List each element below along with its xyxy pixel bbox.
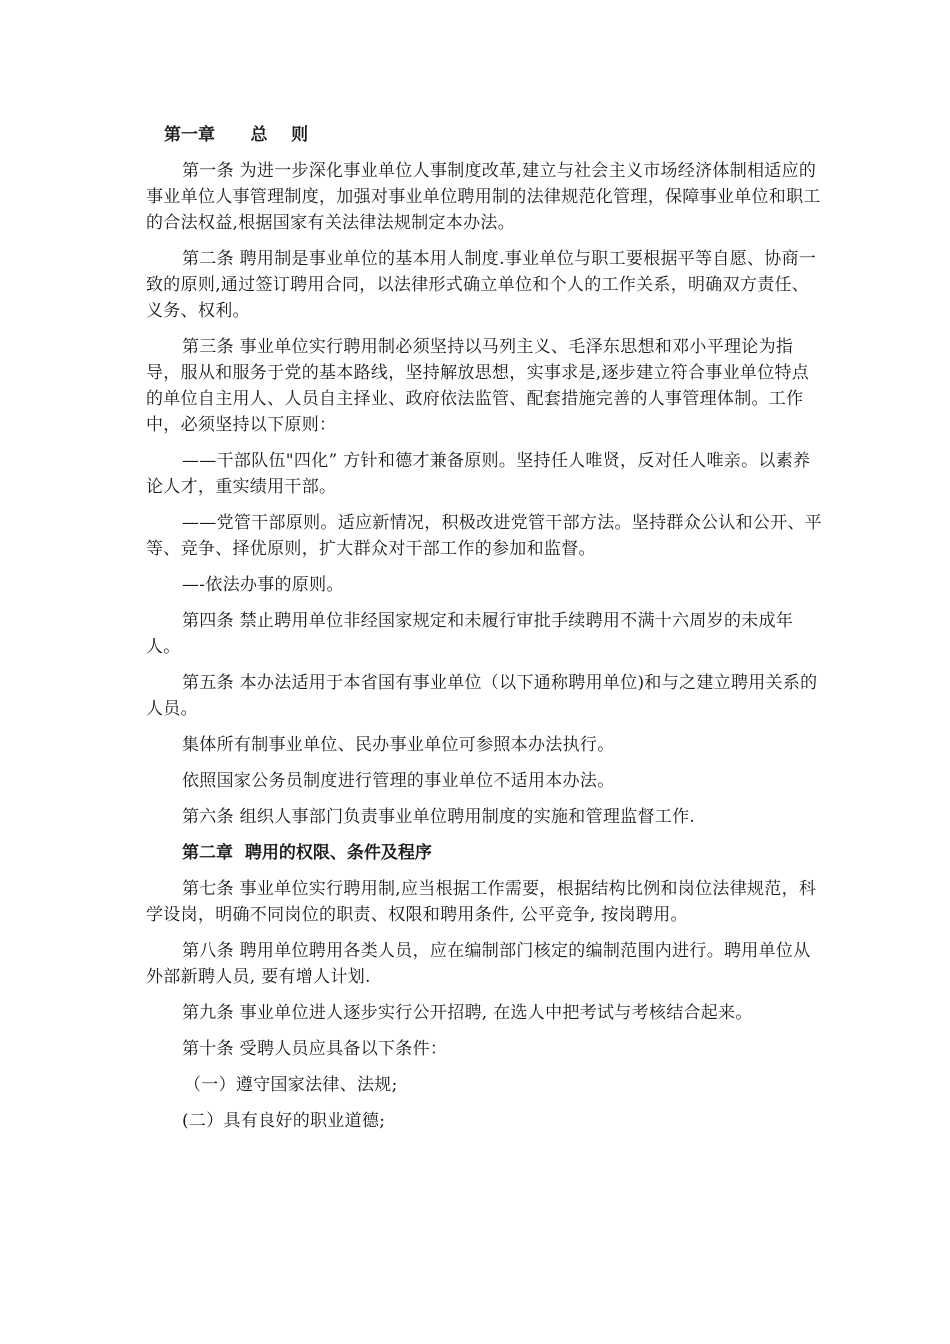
condition-1: （一）遵守国家法律、法规; <box>184 1075 398 1095</box>
article-5-collective: 集体所有制事业单位、民办事业单位可参照本办法执行。 <box>182 735 615 755</box>
document-body <box>146 122 826 1144</box>
article-3: 第三条 事业单位实行聘用制必须坚持以马列主义、毛泽东思想和邓小平理论为指导，服从和服务于党的基本路线，坚持解放思想，实事求是,逐步建立符合事业单位特点的单位自主用人、人员自主择业、政府依法监管、配套措施完善的人事管理体制。工作中，必须坚持以下原则： <box>146 337 810 435</box>
article-5-civil-servant: 依照国家公务员制度进行管理的事业单位不适用本办法。 <box>182 771 615 791</box>
article-6: 第六条 组织人事部门负责事业单位聘用制度的实施和管理监督工作. <box>182 807 696 827</box>
chapter-2-heading: 第二章 聘用的权限、条件及程序 <box>182 843 432 863</box>
article-5: 第五条 本办法适用于本省国有事业单位（以下通称聘用单位)和与之建立聘用关系的人员。 <box>146 673 818 719</box>
article-4: 第四条 禁止聘用单位非经国家规定和未履行审批手续聘用不满十六周岁的未成年人。 <box>146 611 794 657</box>
principle-law: —-依法办事的原则。 <box>182 575 344 595</box>
article-9: 第九条 事业单位进人逐步实行公开招聘, 在选人中把考试与考核结合起来。 <box>182 1003 753 1023</box>
principle-cadre: ——干部队伍"四化” 方针和德才兼备原则。坚持任人唯贤，反对任人唯亲。以素养论人才，重实绩用干部。 <box>146 451 811 497</box>
article-2: 第二条 聘用制是事业单位的基本用人制度.事业单位与职工要根据平等自愿、协商一致的原则,通过签订聘用合同，以法律形式确立单位和个人的工作关系，明确双方责任、义务、权利。 <box>146 249 817 321</box>
article-7: 第七条 事业单位实行聘用制,应当根据工作需要，根据结构比例和岗位法律规范，科学设岗，明确不同岗位的职责、权限和聘用条件, 公平竞争, 按岗聘用。 <box>146 879 817 925</box>
chapter-1-heading: 第一章 总 则 <box>164 125 309 145</box>
condition-2: (二）具有良好的职业道德; <box>182 1111 386 1131</box>
principle-party: ——党管干部原则。适应新情况，积极改进党管干部方法。坚持群众公认和公开、平等、竞争、择优原则，扩大群众对干部工作的参加和监督。 <box>146 513 823 559</box>
article-10: 第十条 受聘人员应具备以下条件： <box>182 1039 448 1059</box>
article-8: 第八条 聘用单位聘用各类人员，应在编制部门核定的编制范围内进行。聘用单位从外部新聘人员, 要有增人计划. <box>146 941 811 987</box>
article-1: 第一条 为进一步深化事业单位人事制度改革,建立与社会主义市场经济体制相适应的事业单位人事管理制度，加强对事业单位聘用制的法律规范化管理，保障事业单位和职工的合法权益,根据国家有关法律法规制定本办法。 <box>146 161 821 233</box>
